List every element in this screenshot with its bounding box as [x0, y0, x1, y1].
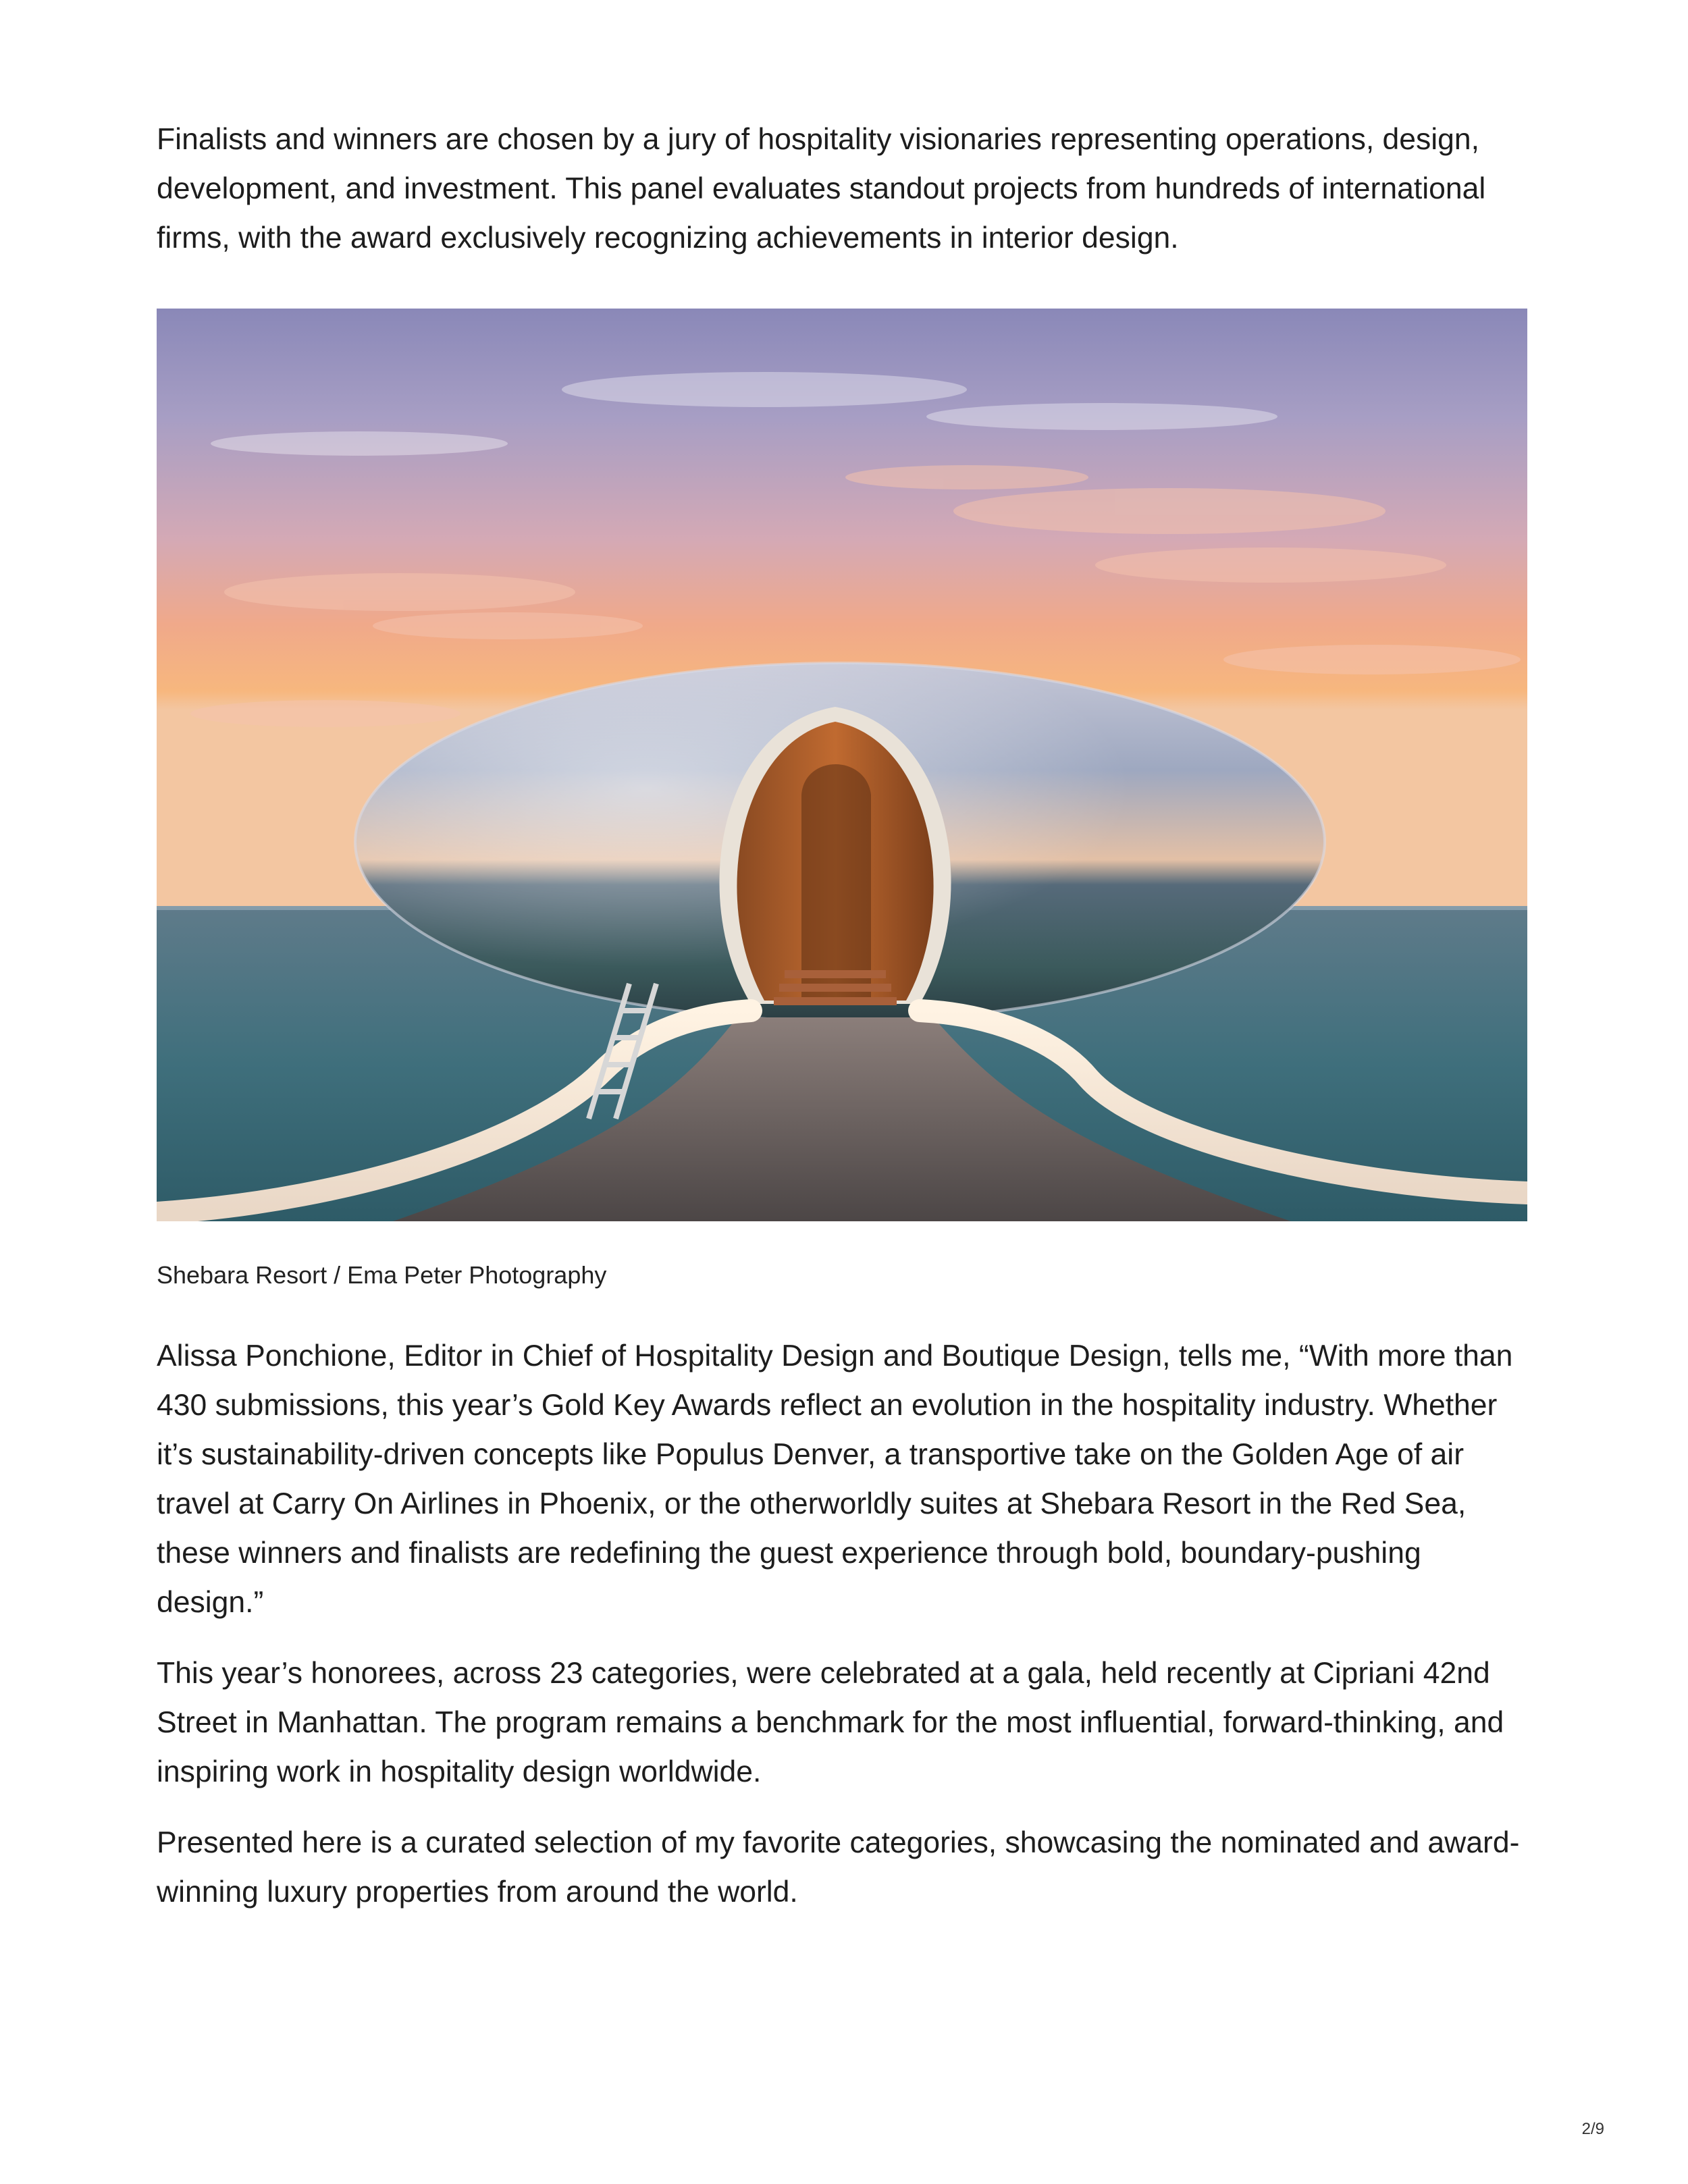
body-paragraph: This year’s honorees, across 23 categories, were celebrated at a gala, held recently at Cipriani 42nd Street in Manhattan. The program remains a benchmark for the most influential, forward-thinking, and inspiring work in hospitality design worldwide.: [157, 1657, 1504, 1788]
shebara-resort-photo: [157, 309, 1527, 1221]
article-body: [157, 115, 1527, 1917]
intro-paragraph: Finalists and winners are chosen by a jury of hospitality visionaries representing operations, design, development, and investment. This panel evaluates standout projects from hundreds of international firms, with the award exclusively recognizing achievements in interior design.: [157, 123, 1486, 255]
body-paragraph: Alissa Ponchione, Editor in Chief of Hospitality Design and Boutique Design, tells me, “With more than 430 submissions, this year’s Gold Key Awards reflect an evolution in the hospitality industry. Whether it’s sustainability-driven concepts like Populus Denver, a transportive take on the Golden Age of air travel at Carry On Airlines in Phoenix, or the otherworldly suites at Shebara Resort in the Red Sea, these winners and finalists are redefining the guest experience through bold, boundary-pushing design.”: [157, 1339, 1513, 1619]
page-number: 2/9: [1581, 2120, 1604, 2138]
photo-caption: Shebara Resort / Ema Peter Photography: [157, 1261, 607, 1289]
body-paragraph: Presented here is a curated selection of my favorite categories, showcasing the nominated and award-winning luxury properties from around the world.: [157, 1826, 1520, 1909]
